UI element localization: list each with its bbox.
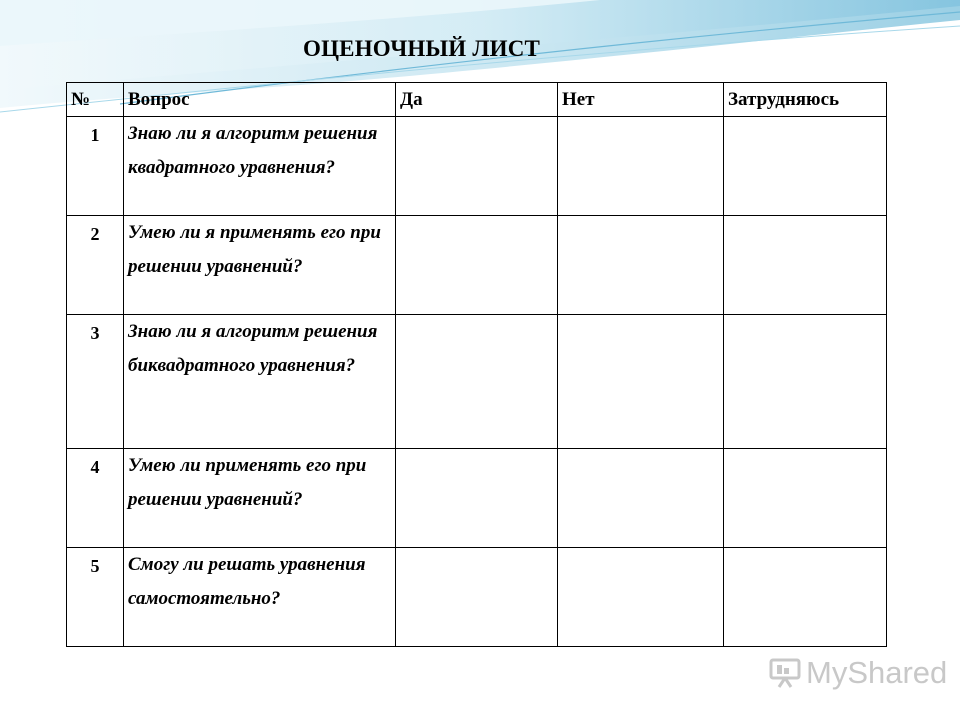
row-number: 5 [67,548,124,647]
row-question: Умею ли применять его при решении уравнений? [124,449,396,548]
table-row [67,315,887,449]
row-number: 2 [67,216,124,315]
row-question: Умею ли я применять его при решении уравнений? [124,216,396,315]
answer-unsure-cell[interactable] [724,315,887,449]
row-number: 1 [67,117,124,216]
page-title: ОЦЕНОЧНЫЙ ЛИСТ [303,36,541,61]
table-row [67,216,887,315]
answer-yes-cell[interactable] [396,548,558,647]
answer-no-cell[interactable] [558,449,724,548]
assessment-table [66,82,887,647]
table-row [67,548,887,647]
row-question: Знаю ли я алгоритм решения биквадратного уравнения? [124,315,396,449]
header-unsure: Затрудняюсь [724,83,887,117]
myshared-watermark [768,655,947,691]
answer-unsure-cell[interactable] [724,117,887,216]
answer-yes-cell[interactable] [396,117,558,216]
answer-yes-cell[interactable] [396,449,558,548]
answer-no-cell[interactable] [558,216,724,315]
row-number: 3 [67,315,124,449]
header-yes: Да [396,83,558,117]
answer-unsure-cell[interactable] [724,548,887,647]
answer-unsure-cell[interactable] [724,216,887,315]
answer-yes-cell[interactable] [396,315,558,449]
table-row [67,117,887,216]
table-header-row [67,83,887,117]
answer-yes-cell[interactable] [396,216,558,315]
header-number: № [67,83,124,117]
answer-unsure-cell[interactable] [724,449,887,548]
row-question: Знаю ли я алгоритм решения квадратного уравнения? [124,117,396,216]
answer-no-cell[interactable] [558,315,724,449]
header-question: Вопрос [124,83,396,117]
answer-no-cell[interactable] [558,117,724,216]
watermark-text: MyShared [806,655,948,690]
presentation-board-icon [768,657,802,689]
table-row [67,449,887,548]
header-no: Нет [558,83,724,117]
row-number: 4 [67,449,124,548]
row-question: Смогу ли решать уравнения самостоятельно? [124,548,396,647]
answer-no-cell[interactable] [558,548,724,647]
